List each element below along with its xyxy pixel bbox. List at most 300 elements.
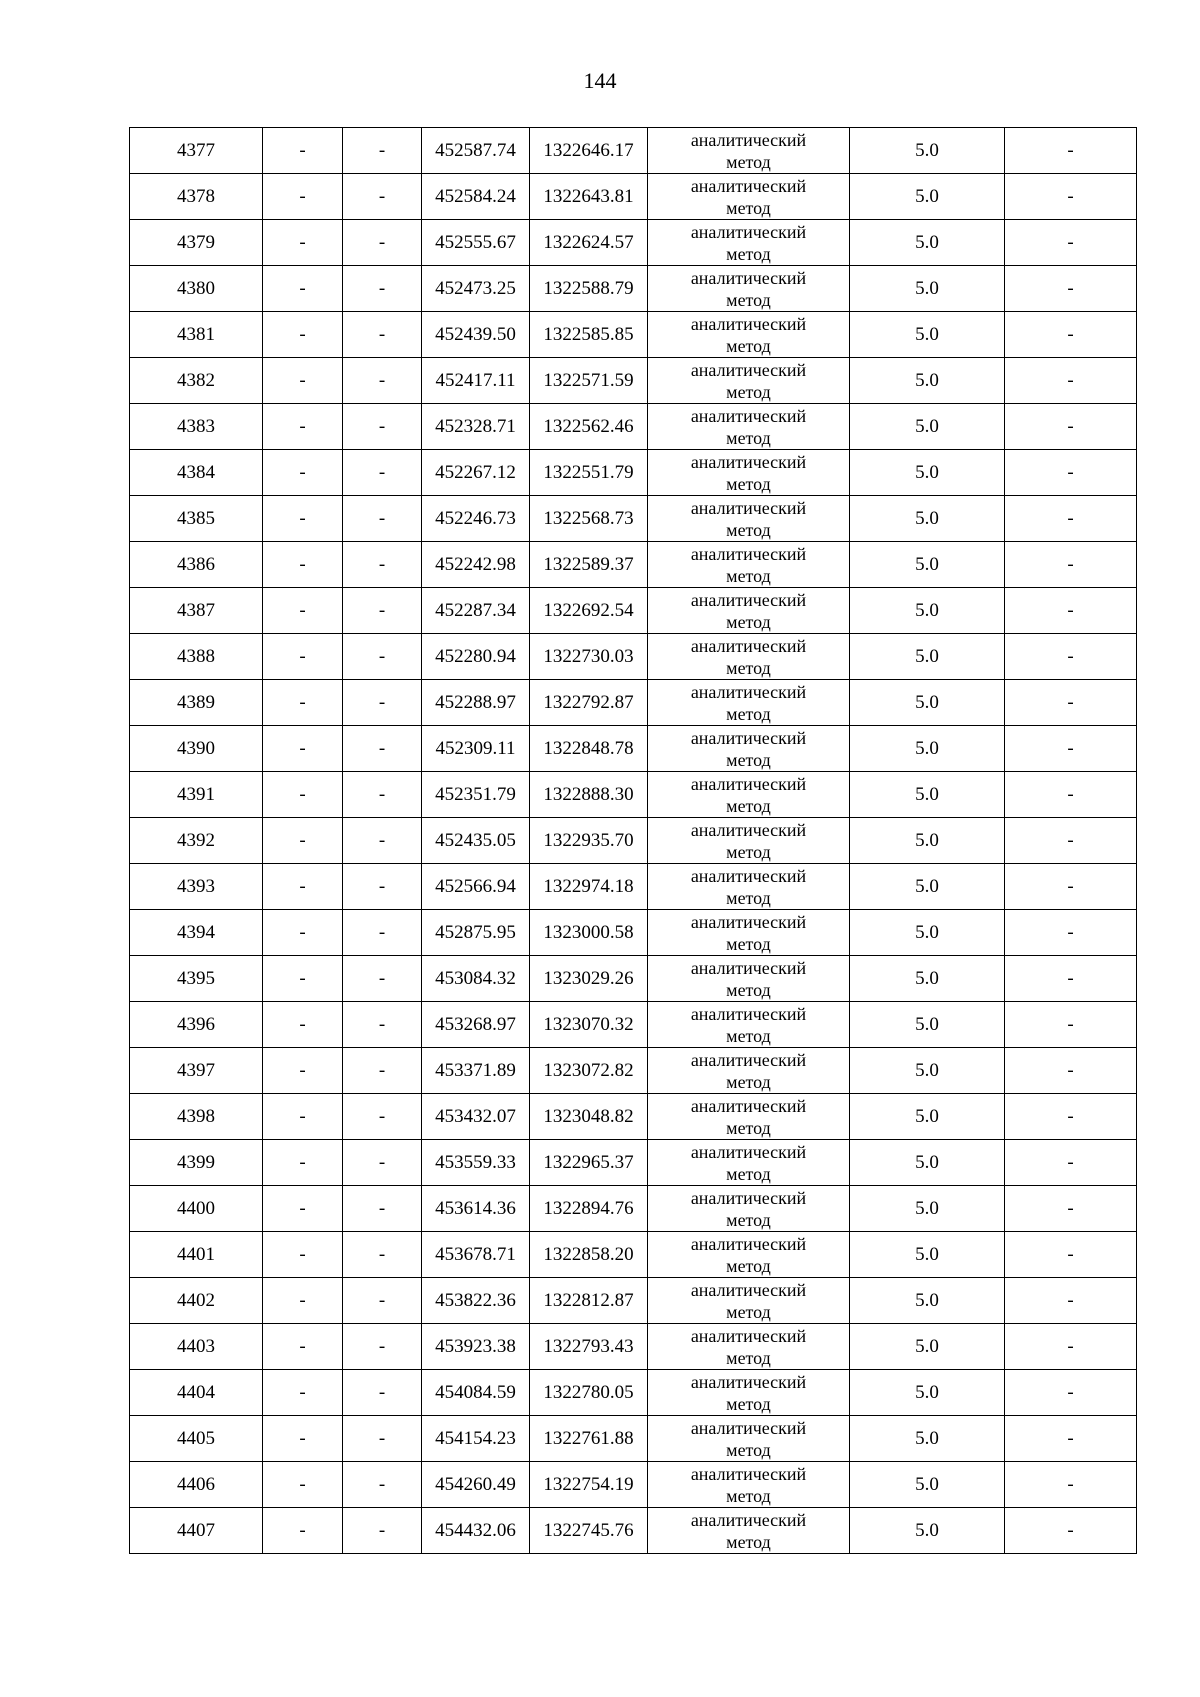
- x-coordinate-cell: 452473.25: [422, 266, 530, 312]
- x-coordinate-cell: 452267.12: [422, 450, 530, 496]
- method-cell: [648, 404, 850, 450]
- column-2-cell: -: [263, 1094, 343, 1140]
- y-coordinate-cell: 1323029.26: [530, 956, 648, 1002]
- method-text-line: аналитический: [690, 1325, 807, 1346]
- column-8-cell: -: [1005, 1324, 1137, 1370]
- method-text-line: метод: [726, 381, 771, 402]
- y-coordinate-cell: 1322754.19: [530, 1462, 648, 1508]
- table-row: [130, 312, 1137, 358]
- precision-cell: 5.0: [850, 496, 1005, 542]
- method-cell: [648, 542, 850, 588]
- column-2-cell: -: [263, 1002, 343, 1048]
- table-row: [130, 1186, 1137, 1232]
- point-number-cell: 4398: [130, 1094, 263, 1140]
- method-text-line: метод: [726, 1163, 771, 1184]
- y-coordinate-cell: 1322888.30: [530, 772, 648, 818]
- column-2-cell: -: [263, 1324, 343, 1370]
- method-text-line: метод: [726, 519, 771, 540]
- table-row: [130, 1370, 1137, 1416]
- method-text-line: аналитический: [690, 819, 807, 840]
- x-coordinate-cell: 452417.11: [422, 358, 530, 404]
- x-coordinate-cell: 452309.11: [422, 726, 530, 772]
- column-2-cell: -: [263, 818, 343, 864]
- method-cell: [648, 634, 850, 680]
- method-text-line: аналитический: [690, 1509, 807, 1530]
- column-8-cell: -: [1005, 404, 1137, 450]
- method-cell: [648, 772, 850, 818]
- x-coordinate-cell: 452242.98: [422, 542, 530, 588]
- method-text-line: метод: [726, 1485, 771, 1506]
- precision-cell: 5.0: [850, 1508, 1005, 1554]
- method-cell: [648, 496, 850, 542]
- table-row: [130, 404, 1137, 450]
- x-coordinate-cell: 453432.07: [422, 1094, 530, 1140]
- method-text-line: аналитический: [690, 1417, 807, 1438]
- column-8-cell: -: [1005, 1094, 1137, 1140]
- x-coordinate-cell: 452435.05: [422, 818, 530, 864]
- method-text-line: метод: [726, 335, 771, 356]
- column-8-cell: -: [1005, 864, 1137, 910]
- y-coordinate-cell: 1322793.43: [530, 1324, 648, 1370]
- method-text-line: метод: [726, 887, 771, 908]
- column-8-cell: -: [1005, 1370, 1137, 1416]
- precision-cell: 5.0: [850, 726, 1005, 772]
- table-row: [130, 266, 1137, 312]
- table-row: [130, 864, 1137, 910]
- x-coordinate-cell: 454260.49: [422, 1462, 530, 1508]
- column-3-cell: -: [343, 818, 422, 864]
- precision-cell: 5.0: [850, 312, 1005, 358]
- y-coordinate-cell: 1323000.58: [530, 910, 648, 956]
- method-text-line: метод: [726, 1393, 771, 1414]
- method-text-line: аналитический: [690, 773, 807, 794]
- column-8-cell: -: [1005, 818, 1137, 864]
- column-3-cell: -: [343, 1002, 422, 1048]
- method-text-line: метод: [726, 1255, 771, 1276]
- column-2-cell: -: [263, 1370, 343, 1416]
- x-coordinate-cell: 452288.97: [422, 680, 530, 726]
- y-coordinate-cell: 1322562.46: [530, 404, 648, 450]
- x-coordinate-cell: 453084.32: [422, 956, 530, 1002]
- x-coordinate-cell: 452584.24: [422, 174, 530, 220]
- method-cell: [648, 1508, 850, 1554]
- y-coordinate-cell: 1322761.88: [530, 1416, 648, 1462]
- column-3-cell: -: [343, 1462, 422, 1508]
- x-coordinate-cell: 452328.71: [422, 404, 530, 450]
- y-coordinate-cell: 1323072.82: [530, 1048, 648, 1094]
- x-coordinate-cell: 453614.36: [422, 1186, 530, 1232]
- coordinates-table-body: [130, 128, 1137, 1554]
- point-number-cell: 4397: [130, 1048, 263, 1094]
- table-row: [130, 542, 1137, 588]
- precision-cell: 5.0: [850, 1048, 1005, 1094]
- y-coordinate-cell: 1322646.17: [530, 128, 648, 174]
- method-cell: [648, 220, 850, 266]
- method-text-line: метод: [726, 1301, 771, 1322]
- column-3-cell: -: [343, 1140, 422, 1186]
- point-number-cell: 4378: [130, 174, 263, 220]
- y-coordinate-cell: 1322568.73: [530, 496, 648, 542]
- column-8-cell: -: [1005, 312, 1137, 358]
- method-cell: [648, 358, 850, 404]
- table-row: [130, 1508, 1137, 1554]
- column-3-cell: -: [343, 174, 422, 220]
- method-text-line: аналитический: [690, 1371, 807, 1392]
- column-8-cell: -: [1005, 1002, 1137, 1048]
- method-cell: [648, 1186, 850, 1232]
- point-number-cell: 4401: [130, 1232, 263, 1278]
- column-8-cell: -: [1005, 220, 1137, 266]
- precision-cell: 5.0: [850, 1186, 1005, 1232]
- method-cell: [648, 312, 850, 358]
- method-text-line: метод: [726, 611, 771, 632]
- point-number-cell: 4389: [130, 680, 263, 726]
- column-2-cell: -: [263, 174, 343, 220]
- precision-cell: 5.0: [850, 542, 1005, 588]
- method-text-line: метод: [726, 1071, 771, 1092]
- precision-cell: 5.0: [850, 1232, 1005, 1278]
- point-number-cell: 4384: [130, 450, 263, 496]
- precision-cell: 5.0: [850, 220, 1005, 266]
- point-number-cell: 4399: [130, 1140, 263, 1186]
- column-2-cell: -: [263, 450, 343, 496]
- table-row: [130, 496, 1137, 542]
- y-coordinate-cell: 1322588.79: [530, 266, 648, 312]
- y-coordinate-cell: 1322551.79: [530, 450, 648, 496]
- point-number-cell: 4381: [130, 312, 263, 358]
- point-number-cell: 4395: [130, 956, 263, 1002]
- point-number-cell: 4386: [130, 542, 263, 588]
- column-8-cell: -: [1005, 1232, 1137, 1278]
- column-8-cell: -: [1005, 1462, 1137, 1508]
- column-2-cell: -: [263, 772, 343, 818]
- column-8-cell: -: [1005, 1278, 1137, 1324]
- method-text-line: метод: [726, 1531, 771, 1552]
- table-row: [130, 680, 1137, 726]
- column-3-cell: -: [343, 496, 422, 542]
- method-text-line: метод: [726, 1439, 771, 1460]
- precision-cell: 5.0: [850, 404, 1005, 450]
- column-2-cell: -: [263, 542, 343, 588]
- precision-cell: 5.0: [850, 680, 1005, 726]
- method-text-line: аналитический: [690, 1095, 807, 1116]
- column-2-cell: -: [263, 1508, 343, 1554]
- table-row: [130, 1462, 1137, 1508]
- method-cell: [648, 956, 850, 1002]
- column-3-cell: -: [343, 588, 422, 634]
- x-coordinate-cell: 454154.23: [422, 1416, 530, 1462]
- point-number-cell: 4392: [130, 818, 263, 864]
- point-number-cell: 4404: [130, 1370, 263, 1416]
- column-3-cell: -: [343, 358, 422, 404]
- column-3-cell: -: [343, 1416, 422, 1462]
- column-8-cell: -: [1005, 358, 1137, 404]
- x-coordinate-cell: 452351.79: [422, 772, 530, 818]
- y-coordinate-cell: 1322792.87: [530, 680, 648, 726]
- table-row: [130, 634, 1137, 680]
- method-text-line: метод: [726, 703, 771, 724]
- table-row: [130, 910, 1137, 956]
- column-2-cell: -: [263, 496, 343, 542]
- table-row: [130, 358, 1137, 404]
- column-3-cell: -: [343, 220, 422, 266]
- precision-cell: 5.0: [850, 358, 1005, 404]
- column-8-cell: -: [1005, 128, 1137, 174]
- table-row: [130, 1002, 1137, 1048]
- point-number-cell: 4405: [130, 1416, 263, 1462]
- table-row: [130, 956, 1137, 1002]
- method-text-line: аналитический: [690, 359, 807, 380]
- method-cell: [648, 1094, 850, 1140]
- method-text-line: аналитический: [690, 1049, 807, 1070]
- column-2-cell: -: [263, 634, 343, 680]
- precision-cell: 5.0: [850, 1140, 1005, 1186]
- column-3-cell: -: [343, 956, 422, 1002]
- precision-cell: 5.0: [850, 818, 1005, 864]
- y-coordinate-cell: 1322692.54: [530, 588, 648, 634]
- method-cell: [648, 726, 850, 772]
- x-coordinate-cell: 454432.06: [422, 1508, 530, 1554]
- column-3-cell: -: [343, 128, 422, 174]
- method-text-line: аналитический: [690, 589, 807, 610]
- table-row: [130, 220, 1137, 266]
- method-text-line: метод: [726, 933, 771, 954]
- column-3-cell: -: [343, 312, 422, 358]
- point-number-cell: 4377: [130, 128, 263, 174]
- column-2-cell: -: [263, 680, 343, 726]
- column-2-cell: -: [263, 588, 343, 634]
- table-row: [130, 726, 1137, 772]
- precision-cell: 5.0: [850, 634, 1005, 680]
- y-coordinate-cell: 1322974.18: [530, 864, 648, 910]
- method-text-line: аналитический: [690, 1187, 807, 1208]
- method-text-line: аналитический: [690, 129, 807, 150]
- table-row: [130, 1278, 1137, 1324]
- table-row: [130, 588, 1137, 634]
- column-8-cell: -: [1005, 1508, 1137, 1554]
- point-number-cell: 4394: [130, 910, 263, 956]
- column-3-cell: -: [343, 864, 422, 910]
- y-coordinate-cell: 1322935.70: [530, 818, 648, 864]
- y-coordinate-cell: 1322730.03: [530, 634, 648, 680]
- x-coordinate-cell: 452280.94: [422, 634, 530, 680]
- y-coordinate-cell: 1322624.57: [530, 220, 648, 266]
- column-3-cell: -: [343, 1232, 422, 1278]
- column-2-cell: -: [263, 864, 343, 910]
- column-8-cell: -: [1005, 1140, 1137, 1186]
- column-2-cell: -: [263, 220, 343, 266]
- precision-cell: 5.0: [850, 1370, 1005, 1416]
- point-number-cell: 4379: [130, 220, 263, 266]
- method-text-line: аналитический: [690, 451, 807, 472]
- x-coordinate-cell: 453923.38: [422, 1324, 530, 1370]
- column-2-cell: -: [263, 1278, 343, 1324]
- column-3-cell: -: [343, 772, 422, 818]
- method-text-line: аналитический: [690, 957, 807, 978]
- column-8-cell: -: [1005, 680, 1137, 726]
- method-cell: [648, 1002, 850, 1048]
- table-row: [130, 450, 1137, 496]
- method-cell: [648, 1140, 850, 1186]
- column-3-cell: -: [343, 1186, 422, 1232]
- precision-cell: 5.0: [850, 1278, 1005, 1324]
- column-2-cell: -: [263, 358, 343, 404]
- method-text-line: метод: [726, 657, 771, 678]
- method-cell: [648, 450, 850, 496]
- point-number-cell: 4403: [130, 1324, 263, 1370]
- method-text-line: аналитический: [690, 1233, 807, 1254]
- point-number-cell: 4387: [130, 588, 263, 634]
- method-text-line: аналитический: [690, 865, 807, 886]
- precision-cell: 5.0: [850, 1416, 1005, 1462]
- y-coordinate-cell: 1322585.85: [530, 312, 648, 358]
- column-2-cell: -: [263, 266, 343, 312]
- column-8-cell: -: [1005, 174, 1137, 220]
- x-coordinate-cell: 452587.74: [422, 128, 530, 174]
- table-row: [130, 818, 1137, 864]
- column-3-cell: -: [343, 542, 422, 588]
- point-number-cell: 4396: [130, 1002, 263, 1048]
- table-row: [130, 1416, 1137, 1462]
- precision-cell: 5.0: [850, 956, 1005, 1002]
- column-8-cell: -: [1005, 634, 1137, 680]
- column-3-cell: -: [343, 266, 422, 312]
- column-3-cell: -: [343, 910, 422, 956]
- precision-cell: 5.0: [850, 588, 1005, 634]
- point-number-cell: 4385: [130, 496, 263, 542]
- coordinates-table: [129, 127, 1137, 1554]
- x-coordinate-cell: 452875.95: [422, 910, 530, 956]
- column-2-cell: -: [263, 1462, 343, 1508]
- page-number: 144: [583, 68, 617, 93]
- y-coordinate-cell: 1323048.82: [530, 1094, 648, 1140]
- column-2-cell: -: [263, 312, 343, 358]
- method-text-line: метод: [726, 473, 771, 494]
- column-3-cell: -: [343, 726, 422, 772]
- y-coordinate-cell: 1322643.81: [530, 174, 648, 220]
- precision-cell: 5.0: [850, 910, 1005, 956]
- point-number-cell: 4380: [130, 266, 263, 312]
- column-3-cell: -: [343, 1370, 422, 1416]
- y-coordinate-cell: 1322745.76: [530, 1508, 648, 1554]
- point-number-cell: 4402: [130, 1278, 263, 1324]
- point-number-cell: 4390: [130, 726, 263, 772]
- column-3-cell: -: [343, 1508, 422, 1554]
- precision-cell: 5.0: [850, 450, 1005, 496]
- method-text-line: аналитический: [690, 911, 807, 932]
- method-cell: [648, 1324, 850, 1370]
- method-cell: [648, 910, 850, 956]
- column-2-cell: -: [263, 404, 343, 450]
- column-8-cell: -: [1005, 266, 1137, 312]
- y-coordinate-cell: 1322858.20: [530, 1232, 648, 1278]
- method-cell: [648, 680, 850, 726]
- column-2-cell: -: [263, 726, 343, 772]
- column-3-cell: -: [343, 634, 422, 680]
- column-8-cell: -: [1005, 910, 1137, 956]
- method-text-line: аналитический: [690, 1141, 807, 1162]
- method-text-line: метод: [726, 1025, 771, 1046]
- y-coordinate-cell: 1323070.32: [530, 1002, 648, 1048]
- precision-cell: 5.0: [850, 266, 1005, 312]
- y-coordinate-cell: 1322812.87: [530, 1278, 648, 1324]
- x-coordinate-cell: 452439.50: [422, 312, 530, 358]
- y-coordinate-cell: 1322965.37: [530, 1140, 648, 1186]
- column-8-cell: -: [1005, 588, 1137, 634]
- method-text-line: метод: [726, 289, 771, 310]
- method-text-line: метод: [726, 565, 771, 586]
- precision-cell: 5.0: [850, 174, 1005, 220]
- method-cell: [648, 864, 850, 910]
- precision-cell: 5.0: [850, 1094, 1005, 1140]
- column-8-cell: -: [1005, 1048, 1137, 1094]
- point-number-cell: 4391: [130, 772, 263, 818]
- point-number-cell: 4382: [130, 358, 263, 404]
- table-row: [130, 1094, 1137, 1140]
- method-text-line: аналитический: [690, 635, 807, 656]
- table-row: [130, 772, 1137, 818]
- method-text-line: аналитический: [690, 267, 807, 288]
- method-cell: [648, 1048, 850, 1094]
- method-cell: [648, 174, 850, 220]
- method-text-line: метод: [726, 243, 771, 264]
- method-text-line: метод: [726, 151, 771, 172]
- method-text-line: аналитический: [690, 221, 807, 242]
- method-text-line: аналитический: [690, 727, 807, 748]
- column-3-cell: -: [343, 1278, 422, 1324]
- x-coordinate-cell: 452287.34: [422, 588, 530, 634]
- column-2-cell: -: [263, 1186, 343, 1232]
- precision-cell: 5.0: [850, 772, 1005, 818]
- column-8-cell: -: [1005, 772, 1137, 818]
- method-text-line: аналитический: [690, 1463, 807, 1484]
- column-3-cell: -: [343, 1048, 422, 1094]
- x-coordinate-cell: 452566.94: [422, 864, 530, 910]
- table-row: [130, 1324, 1137, 1370]
- method-cell: [648, 818, 850, 864]
- table-row: [130, 1140, 1137, 1186]
- method-text-line: аналитический: [690, 175, 807, 196]
- method-cell: [648, 588, 850, 634]
- method-text-line: метод: [726, 1347, 771, 1368]
- method-cell: [648, 266, 850, 312]
- column-8-cell: -: [1005, 1416, 1137, 1462]
- column-8-cell: -: [1005, 450, 1137, 496]
- precision-cell: 5.0: [850, 1324, 1005, 1370]
- method-text-line: аналитический: [690, 543, 807, 564]
- method-text-line: метод: [726, 1209, 771, 1230]
- y-coordinate-cell: 1322571.59: [530, 358, 648, 404]
- table-row: [130, 174, 1137, 220]
- method-cell: [648, 1416, 850, 1462]
- point-number-cell: 4383: [130, 404, 263, 450]
- method-cell: [648, 1462, 850, 1508]
- column-2-cell: -: [263, 910, 343, 956]
- y-coordinate-cell: 1322848.78: [530, 726, 648, 772]
- x-coordinate-cell: 454084.59: [422, 1370, 530, 1416]
- column-2-cell: -: [263, 1232, 343, 1278]
- method-text-line: аналитический: [690, 681, 807, 702]
- method-text-line: аналитический: [690, 1003, 807, 1024]
- table-row: [130, 1232, 1137, 1278]
- column-2-cell: -: [263, 1140, 343, 1186]
- method-text-line: аналитический: [690, 1279, 807, 1300]
- method-text-line: метод: [726, 795, 771, 816]
- method-text-line: метод: [726, 427, 771, 448]
- method-cell: [648, 1278, 850, 1324]
- column-8-cell: -: [1005, 956, 1137, 1002]
- x-coordinate-cell: 453678.71: [422, 1232, 530, 1278]
